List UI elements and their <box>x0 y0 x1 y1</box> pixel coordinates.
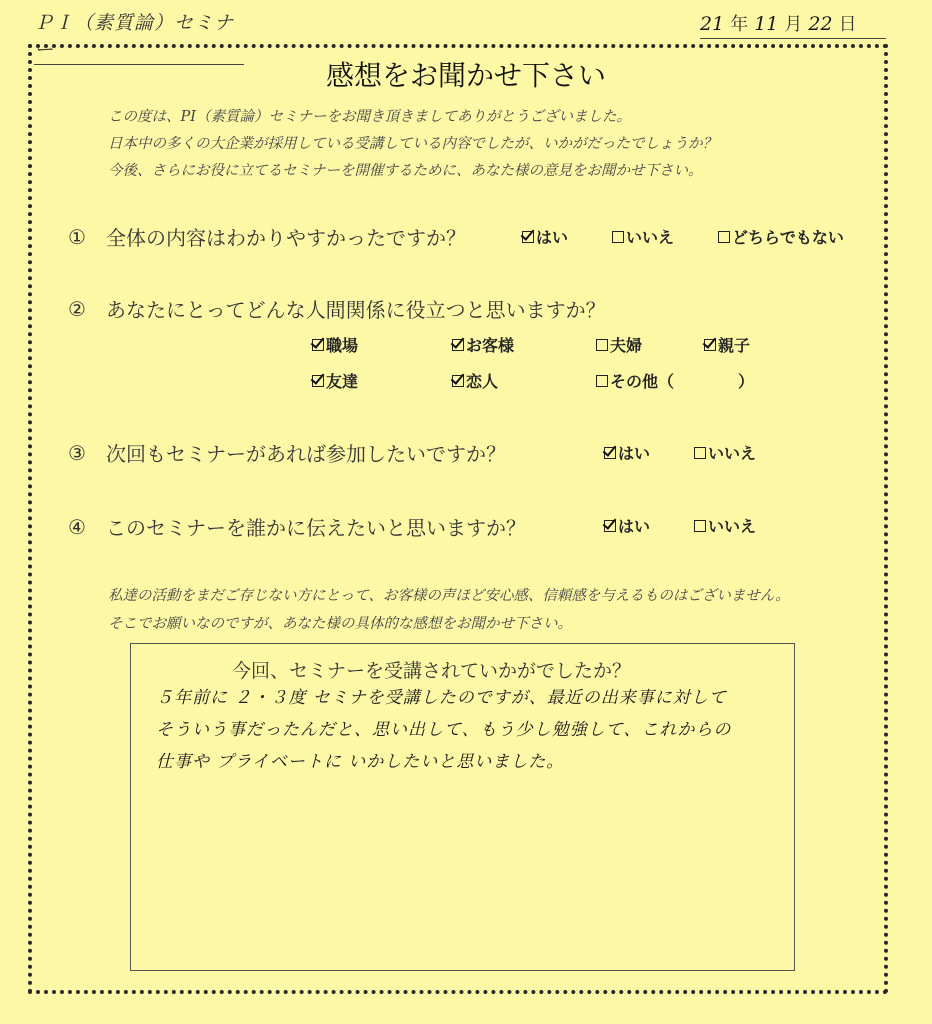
checkbox-checked-icon[interactable] <box>452 339 464 351</box>
question-1 <box>68 222 466 251</box>
date-year: 21 <box>700 13 725 35</box>
option-label: その他（ ） <box>610 372 755 391</box>
seminar-label: ＰＩ（素質論）セミナー <box>34 8 244 65</box>
question-number: ① <box>68 224 86 249</box>
checkbox-checked-icon[interactable] <box>704 339 716 351</box>
q2-option-parent-child[interactable] <box>704 333 750 356</box>
question-text: 全体の内容はわかりやすかったですか？ <box>106 226 466 250</box>
checkbox-checked-icon[interactable] <box>604 447 616 459</box>
closing-text <box>108 582 868 638</box>
q2-option-other[interactable] <box>596 369 754 392</box>
q1-option-neither[interactable] <box>718 225 844 248</box>
handwritten-comment <box>156 682 776 778</box>
date-month-unit: 月 <box>784 14 803 35</box>
option-label: お客様 <box>466 336 515 355</box>
q1-option-no[interactable] <box>612 225 674 248</box>
q2-option-friend[interactable] <box>312 369 358 392</box>
date-field <box>700 10 886 39</box>
intro-line: 今後、さらにお役に立てるセミナーを開催するために、あなた様の意見をお聞かせ下さい。 <box>108 163 703 179</box>
checkbox-checked-icon[interactable] <box>452 375 464 387</box>
checkbox-checked-icon[interactable] <box>312 375 324 387</box>
option-label: はい <box>618 517 651 536</box>
q3-option-no[interactable] <box>694 441 756 464</box>
option-label: 恋人 <box>466 372 499 391</box>
date-year-unit: 年 <box>730 14 749 35</box>
q2-option-lover[interactable] <box>452 369 498 392</box>
checkbox-icon[interactable] <box>718 231 730 243</box>
comment-line: そういう事だったんだと、思い出して、もう少し勉強して、これからの <box>156 720 732 740</box>
option-label: はい <box>618 444 651 463</box>
intro-text <box>108 104 828 185</box>
checkbox-icon[interactable] <box>694 520 706 532</box>
q2-option-customer[interactable] <box>452 333 514 356</box>
q3-option-yes[interactable] <box>604 441 650 464</box>
question-4 <box>68 512 526 541</box>
date-month: 11 <box>754 13 779 35</box>
checkbox-checked-icon[interactable] <box>522 231 534 243</box>
page-title: 感想をお聞かせ下さい <box>325 59 606 92</box>
question-text: 次回もセミナーがあれば参加したいですか？ <box>106 442 506 466</box>
question-2 <box>68 294 606 323</box>
date-day-unit: 日 <box>838 14 857 35</box>
checkbox-checked-icon[interactable] <box>312 339 324 351</box>
checkbox-icon[interactable] <box>612 231 624 243</box>
option-label: はい <box>536 228 569 247</box>
option-label: いいえ <box>626 228 675 247</box>
option-label: いいえ <box>708 444 757 463</box>
checkbox-icon[interactable] <box>694 447 706 459</box>
question-text: あなたにとってどんな人間関係に役立つと思いますか？ <box>106 298 606 322</box>
question-number: ② <box>68 296 86 321</box>
q4-option-no[interactable] <box>694 514 756 537</box>
option-label: 友達 <box>326 372 359 391</box>
question-number: ④ <box>68 514 86 539</box>
option-label: 職場 <box>326 336 359 355</box>
q2-option-workplace[interactable] <box>312 333 358 356</box>
question-3 <box>68 438 506 467</box>
question-text: このセミナーを誰かに伝えたいと思いますか？ <box>106 516 526 540</box>
option-label: 夫婦 <box>610 336 643 355</box>
closing-line: そこでお願いなのですが、あなた様の具体的な感想をお聞かせ下さい。 <box>108 616 572 632</box>
checkbox-icon[interactable] <box>596 375 608 387</box>
q4-option-yes[interactable] <box>604 514 650 537</box>
q2-option-couple[interactable] <box>596 333 642 356</box>
intro-line: 日本中の多くの大企業が採用している受講している内容でしたが、いかがだったでしょうか？ <box>108 136 717 152</box>
comment-line: ５年前に ２・３度 セミナを受講したのですが、最近の出来事に対して <box>156 688 727 708</box>
question-number: ③ <box>68 440 86 465</box>
checkbox-checked-icon[interactable] <box>604 520 616 532</box>
closing-line: 私達の活動をまだご存じない方にとって、お客様の声ほど安心感、信頼感を与えるものはございません。 <box>108 588 790 604</box>
q1-option-yes[interactable] <box>522 225 568 248</box>
option-label: どちらでもない <box>732 228 844 247</box>
option-label: いいえ <box>708 517 757 536</box>
option-label: 親子 <box>718 336 751 355</box>
comment-question: 今回、セミナーを受講されていかがでしたか？ <box>232 660 632 682</box>
comment-line: 仕事や プライベートに いかしたいと思いました。 <box>156 752 565 772</box>
intro-line: この度は、PI（素質論）セミナーをお聞き頂きましてありがとうございました。 <box>108 109 631 125</box>
checkbox-icon[interactable] <box>596 339 608 351</box>
date-day: 22 <box>808 13 833 35</box>
